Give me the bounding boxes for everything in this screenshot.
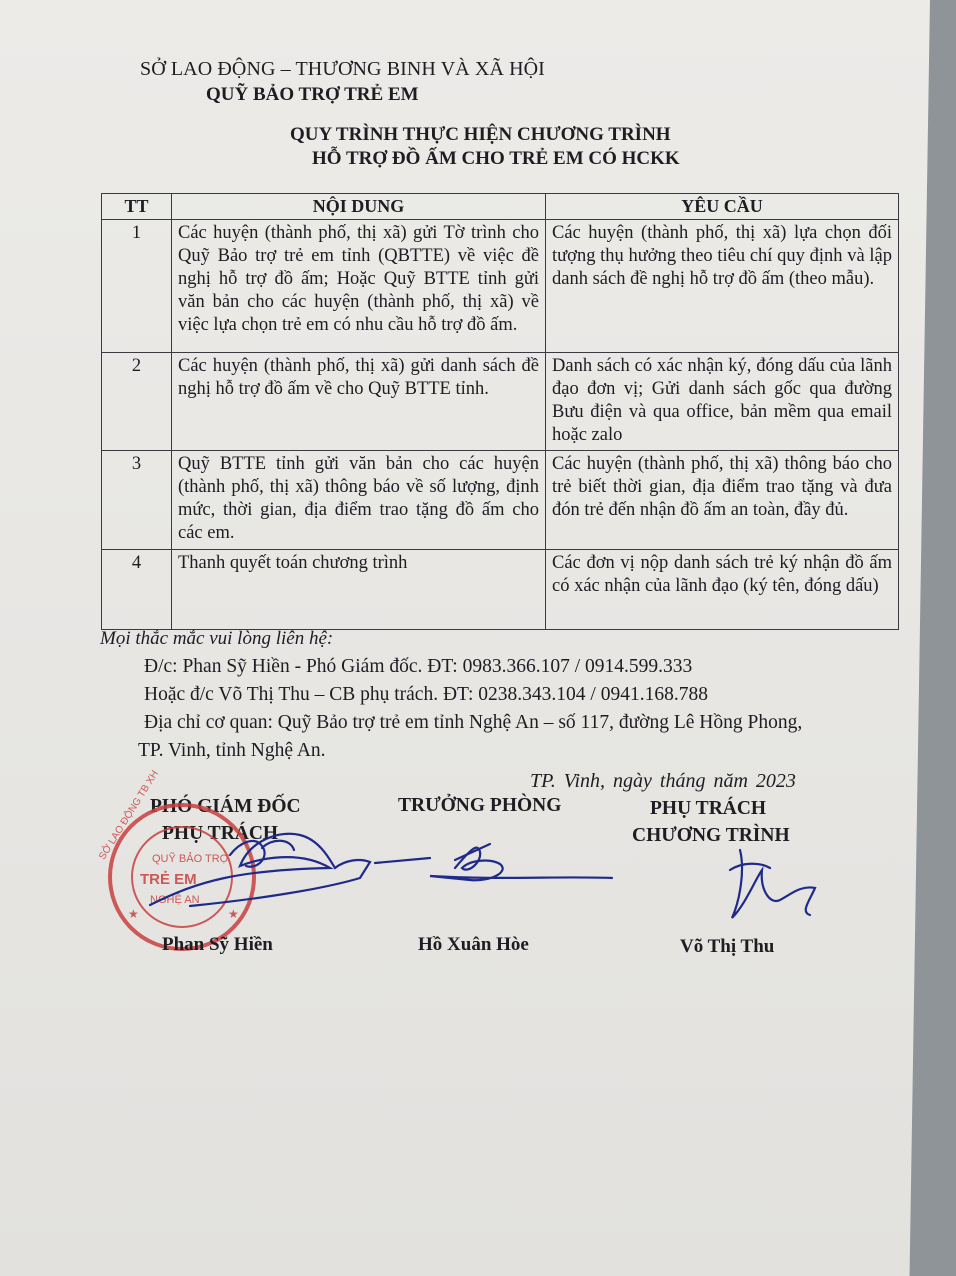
table-row bbox=[102, 353, 899, 451]
contact-line: Đ/c: Phan Sỹ Hiền - Phó Giám đốc. ĐT: 0983.366.107 / 0914.599.333 bbox=[144, 656, 693, 677]
row-number: 4 bbox=[102, 550, 172, 630]
header-requirement: YÊU CẦU bbox=[546, 194, 899, 220]
svg-text:★: ★ bbox=[228, 907, 239, 921]
stamp-text-3: NGHỆ AN bbox=[150, 894, 200, 906]
row-content: Quỹ BTTE tỉnh gửi văn bản cho các huyện (thành phố, thị xã) thông báo về số lượng, định mức, thời gian, địa điểm trao tặng đồ ấm cho các em. bbox=[172, 451, 546, 550]
row-number: 3 bbox=[102, 451, 172, 550]
org-name-line2: QUỸ BẢO TRỢ TRẺ EM bbox=[206, 84, 419, 105]
table-row bbox=[102, 550, 899, 630]
header-tt: TT bbox=[102, 194, 172, 220]
row-requirement: Các huyện (thành phố, thị xã) thông báo cho trẻ biết thời gian, địa điểm trao tặng và đưa đón trẻ đến nhận đồ ấm an toàn, đầy đủ. bbox=[546, 451, 899, 550]
row-content: Các huyện (thành phố, thị xã) gửi danh sách đề nghị hỗ trợ đồ ấm về cho Quỹ BTTE tỉnh. bbox=[172, 353, 546, 451]
contact-line: Hoặc đ/c Võ Thị Thu – CB phụ trách. ĐT: 0238.343.104 / 0941.168.788 bbox=[144, 684, 708, 705]
row-requirement: Các đơn vị nộp danh sách trẻ ký nhận đồ ấm có xác nhận của lãnh đạo (ký tên, đóng dấu) bbox=[546, 550, 899, 630]
row-content: Các huyện (thành phố, thị xã) gửi Tờ trình cho Quỹ Bảo trợ trẻ em tỉnh (QBTTE) về việc đề nghị hỗ trợ đồ ấm; Hoặc Quỹ BTTE tỉnh gửi văn bản cho các huyện (thành phố, thị xã) về việc lựa chọn trẻ em có nhu cầu hỗ trợ đồ ấm. bbox=[172, 220, 546, 353]
signer3-title-sub: CHƯƠNG TRÌNH bbox=[632, 825, 790, 846]
signer1-title-sub: PHỤ TRÁCH bbox=[162, 823, 279, 844]
signer1-name: Phan Sỹ Hiền bbox=[162, 934, 273, 955]
signer2-title: TRƯỞNG PHÒNG bbox=[398, 795, 562, 816]
procedure-table bbox=[101, 193, 899, 630]
date-line: TP. Vinh, ngày tháng năm 2023 bbox=[530, 770, 796, 792]
svg-text:SỞ LAO ĐỘNG TB XH: SỞ LAO ĐỘNG TB XH bbox=[97, 768, 161, 862]
contact-line: TP. Vinh, tỉnh Nghệ An. bbox=[138, 740, 326, 761]
signer1-title: PHÓ GIÁM ĐỐC bbox=[150, 796, 301, 817]
table-row bbox=[102, 451, 899, 550]
row-number: 2 bbox=[102, 353, 172, 451]
row-number: 1 bbox=[102, 220, 172, 353]
signer3-name: Võ Thị Thu bbox=[680, 936, 775, 957]
header-content: NỘI DUNG bbox=[172, 194, 546, 220]
org-name-line1: SỞ LAO ĐỘNG – THƯƠNG BINH VÀ XÃ HỘI bbox=[140, 58, 545, 80]
table-row bbox=[102, 220, 899, 353]
contact-line: Địa chỉ cơ quan: Quỹ Bảo trợ trẻ em tỉnh Nghệ An – số 117, đường Lê Hồng Phong, bbox=[144, 712, 803, 733]
contact-heading: Mọi thắc mắc vui lòng liên hệ: bbox=[100, 628, 334, 649]
signer2-name: Hồ Xuân Hòe bbox=[418, 934, 529, 955]
stamp-text-2: TRẺ EM bbox=[140, 871, 197, 888]
row-requirement: Các huyện (thành phố, thị xã) lựa chọn đối tượng thụ hưởng theo tiêu chí quy định và lập danh sách đề nghị hỗ trợ đồ ấm (theo mẫu). bbox=[546, 220, 899, 353]
doc-title-line1: QUY TRÌNH THỰC HIỆN CHƯƠNG TRÌNH bbox=[290, 124, 671, 145]
signer3-title: PHỤ TRÁCH bbox=[650, 798, 767, 819]
table-header-row bbox=[102, 194, 899, 220]
svg-text:★: ★ bbox=[128, 907, 139, 921]
row-content: Thanh quyết toán chương trình bbox=[172, 550, 546, 630]
doc-title-line2: HỖ TRỢ ĐỒ ẤM CHO TRẺ EM CÓ HCKK bbox=[312, 148, 680, 169]
row-requirement: Danh sách có xác nhận ký, đóng dấu của lãnh đạo đơn vị; Gửi danh sách gốc qua đường Bưu điện và qua office, bản mềm qua email hoặc zalo bbox=[546, 353, 899, 451]
stamp-text-1: QUỸ BẢO TRỢ bbox=[152, 853, 230, 865]
